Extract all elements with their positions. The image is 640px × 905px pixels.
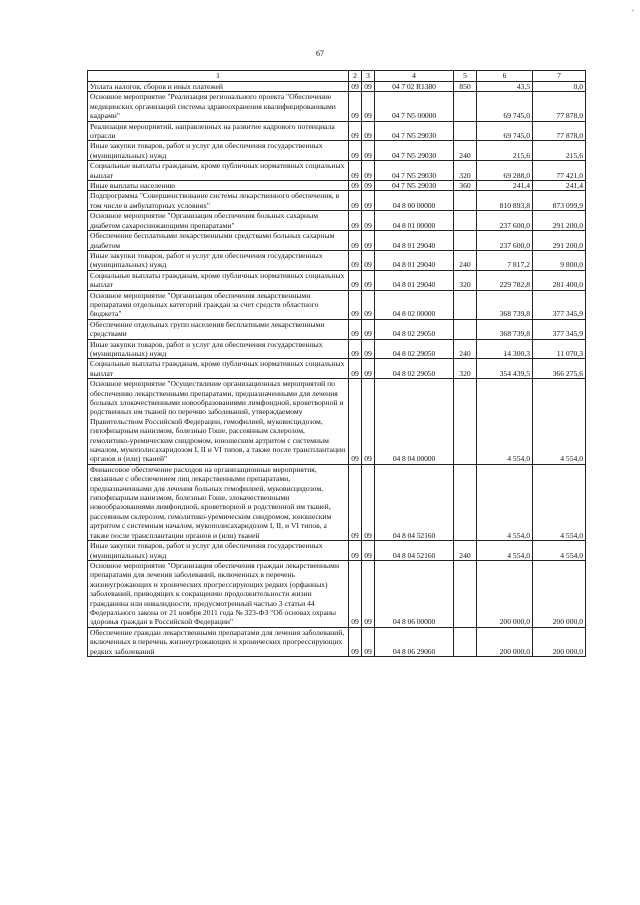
cell-expense-type <box>454 560 477 627</box>
cell-section: 09 <box>349 141 362 161</box>
cell-target-article: 04 8 00 00000 <box>375 191 454 211</box>
cell-expense-type: 850 <box>454 82 477 92</box>
cell-expense-type: 240 <box>454 141 477 161</box>
cell-name: Уплата налогов, сборов и иных платежей <box>88 82 349 92</box>
cell-section: 09 <box>349 290 362 319</box>
cell-name: Основное мероприятие "Реализация регионального проекта "Обеспечение медицинских организаций системы здравоохранения квалифицированными кадрами" <box>88 92 349 121</box>
cell-section: 09 <box>349 121 362 141</box>
cell-subsection: 09 <box>362 161 375 181</box>
cell-name: Социальные выплаты гражданам, кроме публичных нормативных социальных выплат <box>88 161 349 181</box>
cell-amount-year-2: 200 000,0 <box>533 560 586 627</box>
cell-amount-year-2: 77 878,0 <box>533 92 586 121</box>
cell-section: 09 <box>349 319 362 339</box>
cell-amount-year-1: 215,6 <box>477 141 533 161</box>
cell-target-article: 04 8 06 29060 <box>375 627 454 656</box>
cell-amount-year-2: 77 421,0 <box>533 161 586 181</box>
cell-amount-year-2: 281 400,0 <box>533 270 586 290</box>
cell-expense-type <box>454 231 477 251</box>
column-header: 6 <box>477 71 533 82</box>
cell-subsection: 09 <box>362 627 375 656</box>
cell-subsection: 09 <box>362 560 375 627</box>
cell-section: 09 <box>349 231 362 251</box>
cell-target-article: 04 8 01 29040 <box>375 250 454 270</box>
cell-name: Иные закупки товаров, работ и услуг для обеспечения государственных (муниципальных) нужд <box>88 339 349 359</box>
table-row <box>88 82 586 92</box>
cell-section: 09 <box>349 181 362 191</box>
cell-name: Иные закупки товаров, работ и услуг для обеспечения государственных (муниципальных) нужд <box>88 541 349 561</box>
cell-amount-year-2: 4 554,0 <box>533 464 586 540</box>
cell-amount-year-2: 291 200,0 <box>533 211 586 231</box>
table-row <box>88 121 586 141</box>
cell-name: Обеспечение бесплатными лекарственными средствами больных сахарным диабетом <box>88 231 349 251</box>
cell-expense-type: 240 <box>454 250 477 270</box>
cell-name: Обеспечение граждан лекарственными препаратами для лечения заболеваний, включенных в перечень жизнеугрожающих и хронических прогрессирующих редких заболеваний <box>88 627 349 656</box>
cell-amount-year-2: 9 800,0 <box>533 250 586 270</box>
cell-amount-year-1: 4 554,0 <box>477 379 533 465</box>
table-row <box>88 560 586 627</box>
cell-subsection: 09 <box>362 231 375 251</box>
cell-expense-type <box>454 211 477 231</box>
cell-amount-year-1: 241,4 <box>477 181 533 191</box>
cell-subsection: 09 <box>362 379 375 465</box>
cell-target-article: 04 8 02 00000 <box>375 290 454 319</box>
cell-target-article: 04 7 N5 29030 <box>375 141 454 161</box>
cell-expense-type <box>454 464 477 540</box>
cell-amount-year-1: 810 893,8 <box>477 191 533 211</box>
cell-expense-type <box>454 191 477 211</box>
table-row <box>88 231 586 251</box>
cell-amount-year-2: 873 099,9 <box>533 191 586 211</box>
cell-subsection: 09 <box>362 290 375 319</box>
cell-expense-type <box>454 379 477 465</box>
cell-target-article: 04 8 02 29050 <box>375 339 454 359</box>
cell-target-article: 04 7 02 R1380 <box>375 82 454 92</box>
cell-subsection: 09 <box>362 191 375 211</box>
cell-subsection: 09 <box>362 319 375 339</box>
cell-amount-year-1: 237 600,0 <box>477 231 533 251</box>
cell-amount-year-2: 4 554,0 <box>533 541 586 561</box>
cell-section: 09 <box>349 270 362 290</box>
cell-expense-type <box>454 627 477 656</box>
cell-amount-year-1: 368 739,8 <box>477 319 533 339</box>
budget-table <box>87 70 586 657</box>
table-row <box>88 464 586 540</box>
cell-subsection: 09 <box>362 211 375 231</box>
table-row <box>88 250 586 270</box>
header-row <box>88 71 586 82</box>
cell-expense-type: 320 <box>454 161 477 181</box>
cell-amount-year-2: 241,4 <box>533 181 586 191</box>
table-row <box>88 270 586 290</box>
cell-name: Социальные выплаты гражданам, кроме публичных нормативных социальных выплат <box>88 359 349 379</box>
cell-amount-year-1: 4 554,0 <box>477 464 533 540</box>
cell-section: 09 <box>349 92 362 121</box>
cell-name: Социальные выплаты гражданам, кроме публичных нормативных социальных выплат <box>88 270 349 290</box>
column-header: 1 <box>88 71 349 82</box>
table-row <box>88 92 586 121</box>
cell-amount-year-1: 43,5 <box>477 82 533 92</box>
cell-expense-type: 320 <box>454 270 477 290</box>
table-row <box>88 359 586 379</box>
cell-section: 09 <box>349 250 362 270</box>
cell-section: 09 <box>349 339 362 359</box>
column-header: 2 <box>349 71 362 82</box>
cell-name: Иные закупки товаров, работ и услуг для обеспечения государственных (муниципальных) нужд <box>88 141 349 161</box>
cell-subsection: 09 <box>362 181 375 191</box>
column-header: 7 <box>533 71 586 82</box>
cell-section: 09 <box>349 627 362 656</box>
cell-amount-year-2: 215,6 <box>533 141 586 161</box>
cell-expense-type <box>454 121 477 141</box>
cell-section: 09 <box>349 359 362 379</box>
cell-name: Основное мероприятие "Организация обеспечения граждан лекарственными препаратами для лечения заболеваний, включенных в перечень жизнеугрожающих и хронических прогрессирующих редких (орфанных) заболеваний, приводящих к сокращению продолжительности жизни гражданина или инвалидности, предусмотренный частью 3 статьи 44 Федерального закона от 21 ноября 2011 года № 323-ФЗ "Об основах охраны здоровья граждан в Российской Федерации" <box>88 560 349 627</box>
cell-amount-year-1: 69 745,0 <box>477 92 533 121</box>
cell-amount-year-1: 14 300,3 <box>477 339 533 359</box>
cell-name: Иные выплаты населению <box>88 181 349 191</box>
cell-expense-type: 360 <box>454 181 477 191</box>
cell-target-article: 04 7 N5 29030 <box>375 161 454 181</box>
column-header: 5 <box>454 71 477 82</box>
cell-amount-year-1: 229 782,8 <box>477 270 533 290</box>
cell-name: Финансовое обеспечение расходов на организационные мероприятия, связанные с обеспечением лиц лекарственными препаратами, предназначенными для лечения больных гемофилией, муковисцидозом, гипофизарным нанизмом, болезнью Гоше, злокачественными новообразованиями лимфоидной, кроветворной и родственной им тканей, рассеянным склерозом, гемолитико-уремическим синдромом, юношеским артритом с системным началом, мукополисахаридозом I, II, и VI типов, а также после трансплантации органов и (или) тканей <box>88 464 349 540</box>
cell-section: 09 <box>349 464 362 540</box>
cell-amount-year-1: 69 288,0 <box>477 161 533 181</box>
cell-target-article: 04 8 01 29040 <box>375 270 454 290</box>
cell-amount-year-1: 200 000,0 <box>477 627 533 656</box>
cell-subsection: 09 <box>362 270 375 290</box>
cell-name: Основное мероприятие "Осуществление организационных мероприятий по обеспечению лекарственными препаратами, предназначенными для лечения больных злокачественными новообразованиями лимфоидной, кроветворной и родственных им тканей по перечню заболеваний, утверждаемому Правительством Российской Федерации, гемофилией, муковисцидозом, гипофизарным нанизмом, болезнью Гоше, рассеянным склерозом, гемолитико-уремическим синдромом, юношеским артритом с системным началом, мукополисахаридозом I, II и VI типов, а также после трансплантации органов и (или) тканей" <box>88 379 349 465</box>
cell-name: Подпрограмма "Совершенствование системы лекарственного обеспечения, в том числе в амбулаторных условиях" <box>88 191 349 211</box>
cell-amount-year-1: 354 439,5 <box>477 359 533 379</box>
cell-section: 09 <box>349 560 362 627</box>
table-row <box>88 211 586 231</box>
cell-subsection: 09 <box>362 82 375 92</box>
column-header: 4 <box>375 71 454 82</box>
table-row <box>88 319 586 339</box>
cell-expense-type: 240 <box>454 339 477 359</box>
cell-target-article: 04 8 04 52160 <box>375 541 454 561</box>
cell-subsection: 09 <box>362 141 375 161</box>
table-row <box>88 290 586 319</box>
cell-expense-type: 240 <box>454 541 477 561</box>
cell-section: 09 <box>349 541 362 561</box>
cell-section: 09 <box>349 82 362 92</box>
cell-subsection: 09 <box>362 121 375 141</box>
cell-name: Иные закупки товаров, работ и услуг для обеспечения государственных (муниципальных) нужд <box>88 250 349 270</box>
cell-section: 09 <box>349 191 362 211</box>
cell-expense-type <box>454 92 477 121</box>
cell-target-article: 04 8 01 29040 <box>375 231 454 251</box>
table-row <box>88 379 586 465</box>
table-row <box>88 141 586 161</box>
cell-name: Реализация мероприятий, направленных на развитие кадрового потенциала отрасли <box>88 121 349 141</box>
table-body <box>88 82 586 657</box>
cell-name: Основное мероприятие "Организация обеспечения больных сахарным диабетом сахароснижающими препаратами" <box>88 211 349 231</box>
cell-amount-year-2: 366 275,6 <box>533 359 586 379</box>
cell-amount-year-2: 0,0 <box>533 82 586 92</box>
cell-amount-year-1: 69 745,0 <box>477 121 533 141</box>
cell-name: Обеспечение отдельных групп населения бесплатными лекарственными средствами <box>88 319 349 339</box>
cell-expense-type: 320 <box>454 359 477 379</box>
cell-target-article: 04 8 02 29050 <box>375 359 454 379</box>
cell-subsection: 09 <box>362 339 375 359</box>
cell-subsection: 09 <box>362 92 375 121</box>
cell-subsection: 09 <box>362 250 375 270</box>
cell-target-article: 04 7 N5 29030 <box>375 121 454 141</box>
cell-target-article: 04 8 02 29050 <box>375 319 454 339</box>
cell-amount-year-1: 200 000,0 <box>477 560 533 627</box>
cell-subsection: 09 <box>362 359 375 379</box>
cell-target-article: 04 8 06 00000 <box>375 560 454 627</box>
cell-expense-type <box>454 319 477 339</box>
cell-name: Основное мероприятие "Организация обеспечения лекарственными препаратами отдельных категорий граждан за счет средств областного бюджета" <box>88 290 349 319</box>
cell-amount-year-1: 237 600,0 <box>477 211 533 231</box>
cell-expense-type <box>454 290 477 319</box>
column-header: 3 <box>362 71 375 82</box>
cell-amount-year-1: 7 817,2 <box>477 250 533 270</box>
cell-amount-year-1: 4 554,0 <box>477 541 533 561</box>
cell-target-article: 04 8 04 00000 <box>375 379 454 465</box>
cell-target-article: 04 8 01 00000 <box>375 211 454 231</box>
table-row <box>88 627 586 656</box>
cell-target-article: 04 7 N5 00000 <box>375 92 454 121</box>
cell-amount-year-2: 377 345,9 <box>533 290 586 319</box>
cell-target-article: 04 8 04 52160 <box>375 464 454 540</box>
table-row <box>88 541 586 561</box>
table-row <box>88 181 586 191</box>
cell-subsection: 09 <box>362 464 375 540</box>
cell-amount-year-2: 77 878,0 <box>533 121 586 141</box>
table-row <box>88 161 586 181</box>
cell-amount-year-1: 368 739,8 <box>477 290 533 319</box>
cell-section: 09 <box>349 211 362 231</box>
cell-subsection: 09 <box>362 541 375 561</box>
cell-amount-year-2: 377 345,9 <box>533 319 586 339</box>
cell-section: 09 <box>349 161 362 181</box>
cell-amount-year-2: 4 554,0 <box>533 379 586 465</box>
cell-section: 09 <box>349 379 362 465</box>
cell-target-article: 04 7 N5 29030 <box>375 181 454 191</box>
corner-mark: - <box>631 6 634 15</box>
table-row <box>88 339 586 359</box>
cell-amount-year-2: 291 200,0 <box>533 231 586 251</box>
page-number: 67 <box>316 49 324 58</box>
table-row <box>88 191 586 211</box>
cell-amount-year-2: 11 070,3 <box>533 339 586 359</box>
cell-amount-year-2: 200 000,0 <box>533 627 586 656</box>
